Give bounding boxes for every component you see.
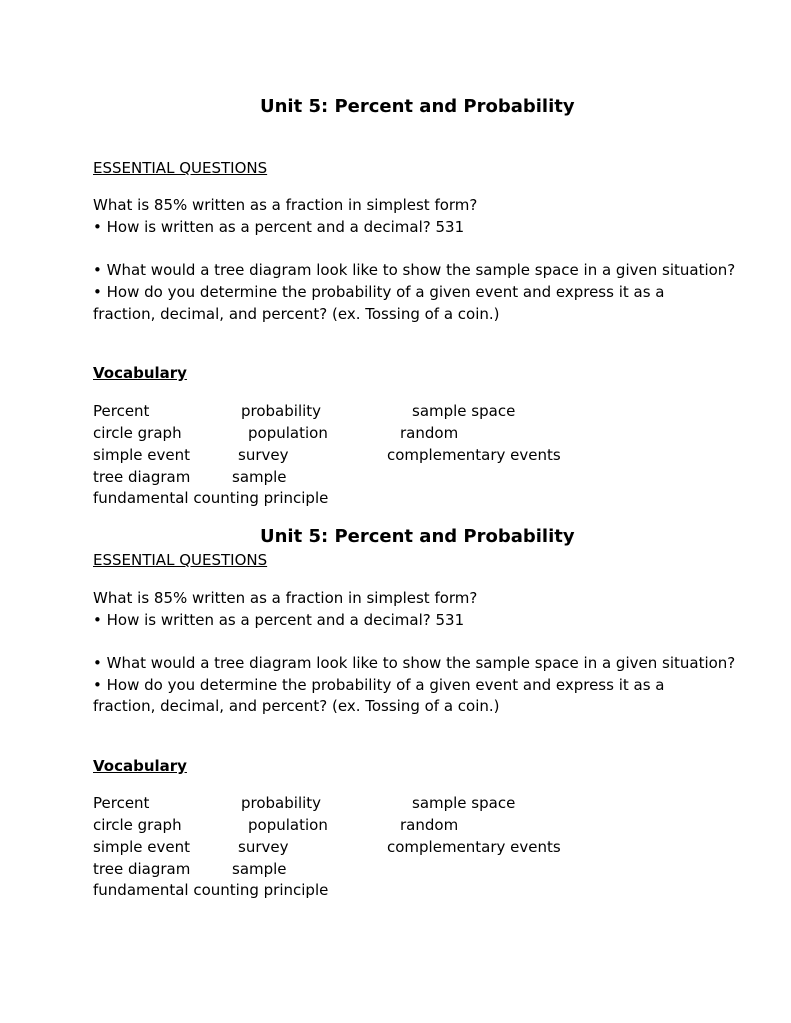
question-text: • How do you determine the probability of a given event and express it as a <box>93 676 665 694</box>
vocab-term: Percent <box>93 402 150 420</box>
vocab-term: probability <box>241 402 322 420</box>
vocabulary-heading: Vocabulary <box>93 757 187 775</box>
vocab-term: simple event <box>93 446 191 464</box>
vocab-term: population <box>248 424 328 442</box>
vocab-term: sample space <box>412 402 516 420</box>
vocab-term: tree diagram <box>93 860 191 878</box>
vocab-term: simple event <box>93 838 191 856</box>
question-text: • How is written as a percent and a decimal? 531 <box>93 611 465 629</box>
vocab-term: fundamental counting principle <box>93 489 329 507</box>
vocab-term: circle graph <box>93 816 182 834</box>
vocab-term: fundamental counting principle <box>93 881 329 899</box>
vocabulary-heading: Vocabulary <box>93 364 187 382</box>
vocab-term: sample space <box>412 794 516 812</box>
page-title: Unit 5: Percent and Probability <box>260 526 575 547</box>
vocab-term: tree diagram <box>93 468 191 486</box>
vocab-term: complementary events <box>387 838 561 856</box>
question-text: • How do you determine the probability of a given event and express it as a <box>93 283 665 301</box>
question-text: What is 85% written as a fraction in simplest form? <box>93 196 478 214</box>
vocab-term: complementary events <box>387 446 561 464</box>
vocab-term: sample <box>232 468 287 486</box>
essential-questions-heading: ESSENTIAL QUESTIONS <box>93 551 268 569</box>
vocab-term: random <box>400 424 459 442</box>
vocab-term: circle graph <box>93 424 182 442</box>
vocab-term: population <box>248 816 328 834</box>
vocab-term: Percent <box>93 794 150 812</box>
essential-questions-heading: ESSENTIAL QUESTIONS <box>93 159 268 177</box>
question-text: fraction, decimal, and percent? (ex. Tossing of a coin.) <box>93 697 500 715</box>
vocab-term: survey <box>238 838 289 856</box>
question-text: • What would a tree diagram look like to show the sample space in a given situation? <box>93 261 736 279</box>
vocab-term: probability <box>241 794 322 812</box>
question-text: What is 85% written as a fraction in simplest form? <box>93 589 478 607</box>
question-text: fraction, decimal, and percent? (ex. Tossing of a coin.) <box>93 305 500 323</box>
page-title: Unit 5: Percent and Probability <box>260 96 575 117</box>
vocab-term: survey <box>238 446 289 464</box>
vocab-term: sample <box>232 860 287 878</box>
question-text: • How is written as a percent and a decimal? 531 <box>93 218 465 236</box>
vocab-term: random <box>400 816 459 834</box>
question-text: • What would a tree diagram look like to show the sample space in a given situation? <box>93 654 736 672</box>
